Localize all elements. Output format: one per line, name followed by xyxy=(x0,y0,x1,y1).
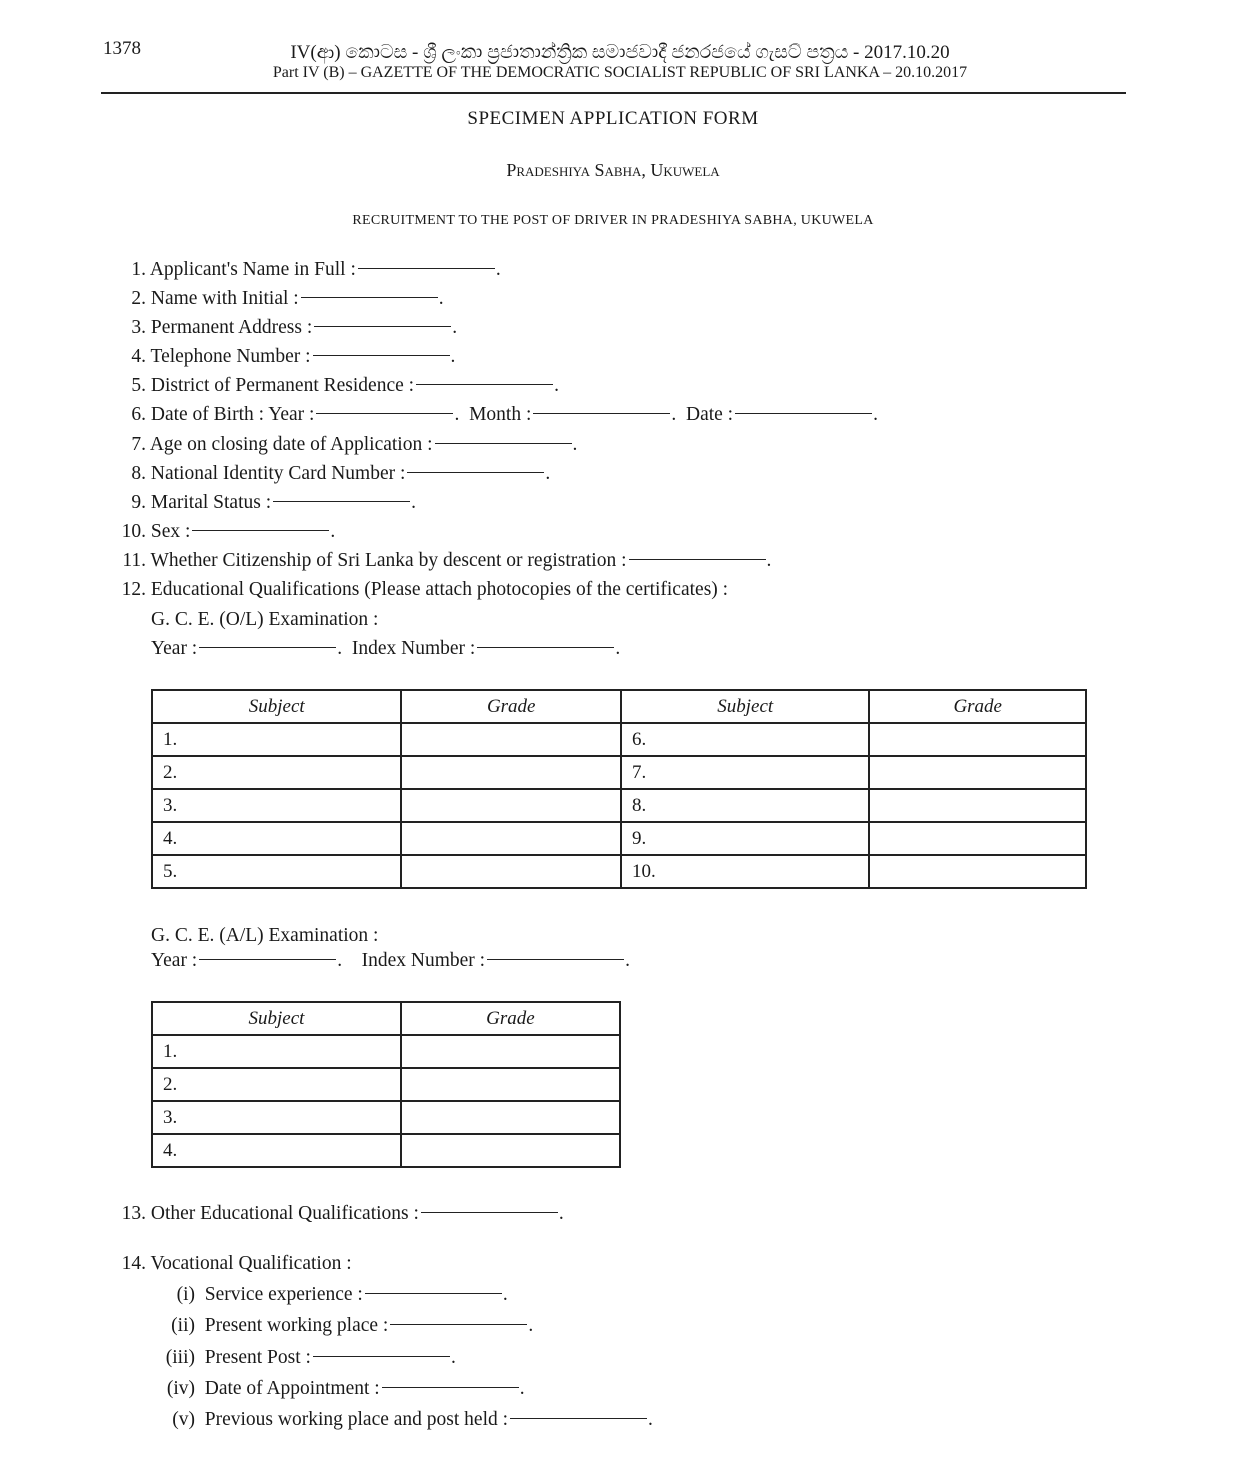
subject-header: Subject xyxy=(621,690,869,723)
telephone-blank[interactable] xyxy=(313,355,450,356)
grade-cell[interactable] xyxy=(401,1134,620,1167)
subject-cell[interactable]: 3. xyxy=(152,789,401,822)
table-row xyxy=(152,1101,620,1134)
page-number: 1378 xyxy=(103,38,141,59)
subject-cell[interactable]: 9. xyxy=(621,822,869,855)
sex-blank[interactable] xyxy=(192,530,329,531)
grade-header: Grade xyxy=(401,1002,620,1035)
form-title: SPECIMEN APPLICATION FORM xyxy=(467,108,759,129)
birth-year-blank[interactable] xyxy=(316,413,453,414)
present-post-blank[interactable] xyxy=(313,1356,450,1357)
field-telephone-number: 4. Telephone Number : . xyxy=(131,346,456,367)
subject-cell[interactable]: 2. xyxy=(152,756,401,789)
grade-cell[interactable] xyxy=(401,1101,620,1134)
form-subtitle: RECRUITMENT TO THE POST OF DRIVER IN PRADESHIYA SABHA, UKUWELA xyxy=(352,213,874,228)
grade-cell[interactable] xyxy=(869,855,1086,888)
gazette-header-sinhala: IV(ආ) කොටස - ශ්‍රී ලංකා ප්‍රජාතාන්ත්‍රික සමාජවාදී ජනරජයේ ගැසට් පත්‍රය - 2017.10.20 xyxy=(290,42,950,63)
subject-cell[interactable]: 4. xyxy=(152,822,401,855)
field-permanent-address: 3. Permanent Address : . xyxy=(131,317,458,338)
ol-year-blank[interactable] xyxy=(199,647,336,648)
table-row xyxy=(152,1134,620,1167)
field-name-with-initial: 2. Name with Initial : . xyxy=(131,288,444,309)
field-age-on-closing-date: 7. Age on closing date of Application : . xyxy=(131,434,578,455)
field-district: 5. District of Permanent Residence : . xyxy=(131,375,559,396)
al-year-index: Year : . Index Number : . xyxy=(151,950,630,971)
table-row xyxy=(152,756,1086,789)
grade-cell[interactable] xyxy=(401,1068,620,1101)
grade-cell[interactable] xyxy=(401,1035,620,1068)
field-sex: 10. Sex : . xyxy=(121,521,336,542)
grade-cell[interactable] xyxy=(401,855,621,888)
field-citizenship: 11. Whether Citizenship of Sri Lanka by descent or registration : . xyxy=(122,550,772,571)
field-vocational-qualification: 14. Vocational Qualification : xyxy=(121,1253,352,1274)
organization-name: Pradeshiya Sabha, Ukuwela xyxy=(506,160,720,180)
grade-cell[interactable] xyxy=(401,789,621,822)
grade-header: Grade xyxy=(401,690,621,723)
subject-cell[interactable]: 7. xyxy=(621,756,869,789)
grade-cell[interactable] xyxy=(401,756,621,789)
subject-cell[interactable]: 5. xyxy=(152,855,401,888)
other-edu-blank[interactable] xyxy=(421,1212,558,1213)
table-row xyxy=(152,723,1086,756)
table-header-row xyxy=(152,1002,620,1035)
ol-exam-heading: G. C. E. (O/L) Examination : xyxy=(151,609,379,630)
ol-index-blank[interactable] xyxy=(477,647,614,648)
table-header-row xyxy=(152,690,1086,723)
table-row xyxy=(152,1068,620,1101)
ol-year-index: Year : . Index Number : . xyxy=(151,638,621,659)
nic-blank[interactable] xyxy=(407,472,544,473)
grade-cell[interactable] xyxy=(401,822,621,855)
grade-header: Grade xyxy=(869,690,1086,723)
date-of-appointment-blank[interactable] xyxy=(382,1387,519,1388)
field-educational-qualifications: 12. Educational Qualifications (Please attach photocopies of the certificates) : xyxy=(121,579,729,600)
grade-cell[interactable] xyxy=(869,756,1086,789)
table-row xyxy=(152,822,1086,855)
field-other-educational-qualifications: 13. Other Educational Qualifications : . xyxy=(121,1203,564,1224)
header-divider xyxy=(101,92,1126,94)
table-row xyxy=(152,855,1086,888)
grade-cell[interactable] xyxy=(869,789,1086,822)
vocational-service-experience: (i) Service experience : . xyxy=(176,1284,508,1305)
vocational-present-post: (iii) Present Post : . xyxy=(165,1347,456,1368)
name-initial-blank[interactable] xyxy=(301,297,438,298)
al-exam-heading: G. C. E. (A/L) Examination : xyxy=(151,925,379,946)
service-experience-blank[interactable] xyxy=(365,1293,502,1294)
subject-header: Subject xyxy=(152,1002,401,1035)
subject-cell[interactable]: 1. xyxy=(152,723,401,756)
subject-cell[interactable]: 10. xyxy=(621,855,869,888)
citizenship-blank[interactable] xyxy=(629,559,766,560)
field-applicant-full-name: 1. Applicant's Name in Full : . xyxy=(131,259,501,280)
grade-cell[interactable] xyxy=(401,723,621,756)
vocational-previous-working-place: (v) Previous working place and post held : . xyxy=(172,1409,653,1430)
subject-cell[interactable]: 3. xyxy=(152,1101,401,1134)
vocational-date-of-appointment: (iv) Date of Appointment : . xyxy=(166,1378,525,1399)
table-row xyxy=(152,1035,620,1068)
address-blank[interactable] xyxy=(314,326,451,327)
marital-status-blank[interactable] xyxy=(273,501,410,502)
subject-cell[interactable]: 4. xyxy=(152,1134,401,1167)
al-year-blank[interactable] xyxy=(199,959,336,960)
district-blank[interactable] xyxy=(416,384,553,385)
grade-cell[interactable] xyxy=(869,723,1086,756)
birth-month-blank[interactable] xyxy=(533,413,670,414)
vocational-present-working-place: (ii) Present working place : . xyxy=(171,1315,534,1336)
al-results-table xyxy=(151,1001,621,1168)
previous-working-place-blank[interactable] xyxy=(510,1418,647,1419)
al-index-blank[interactable] xyxy=(487,959,624,960)
gazette-header-english: Part IV (B) – GAZETTE OF THE DEMOCRATIC SOCIALIST REPUBLIC OF SRI LANKA – 20.10.2017 xyxy=(272,64,968,81)
subject-cell[interactable]: 2. xyxy=(152,1068,401,1101)
field-date-of-birth: 6. Date of Birth : Year : . Month : . Date : . xyxy=(131,404,878,425)
table-row xyxy=(152,789,1086,822)
age-blank[interactable] xyxy=(435,443,572,444)
full-name-blank[interactable] xyxy=(358,268,495,269)
subject-cell[interactable]: 6. xyxy=(621,723,869,756)
present-working-place-blank[interactable] xyxy=(390,1324,527,1325)
ol-results-table xyxy=(151,689,1087,889)
birth-date-blank[interactable] xyxy=(735,413,872,414)
subject-header: Subject xyxy=(152,690,401,723)
field-marital-status: 9. Marital Status : . xyxy=(131,492,416,513)
field-nic-number: 8. National Identity Card Number : . xyxy=(131,463,551,484)
subject-cell[interactable]: 8. xyxy=(621,789,869,822)
subject-cell[interactable]: 1. xyxy=(152,1035,401,1068)
grade-cell[interactable] xyxy=(869,822,1086,855)
